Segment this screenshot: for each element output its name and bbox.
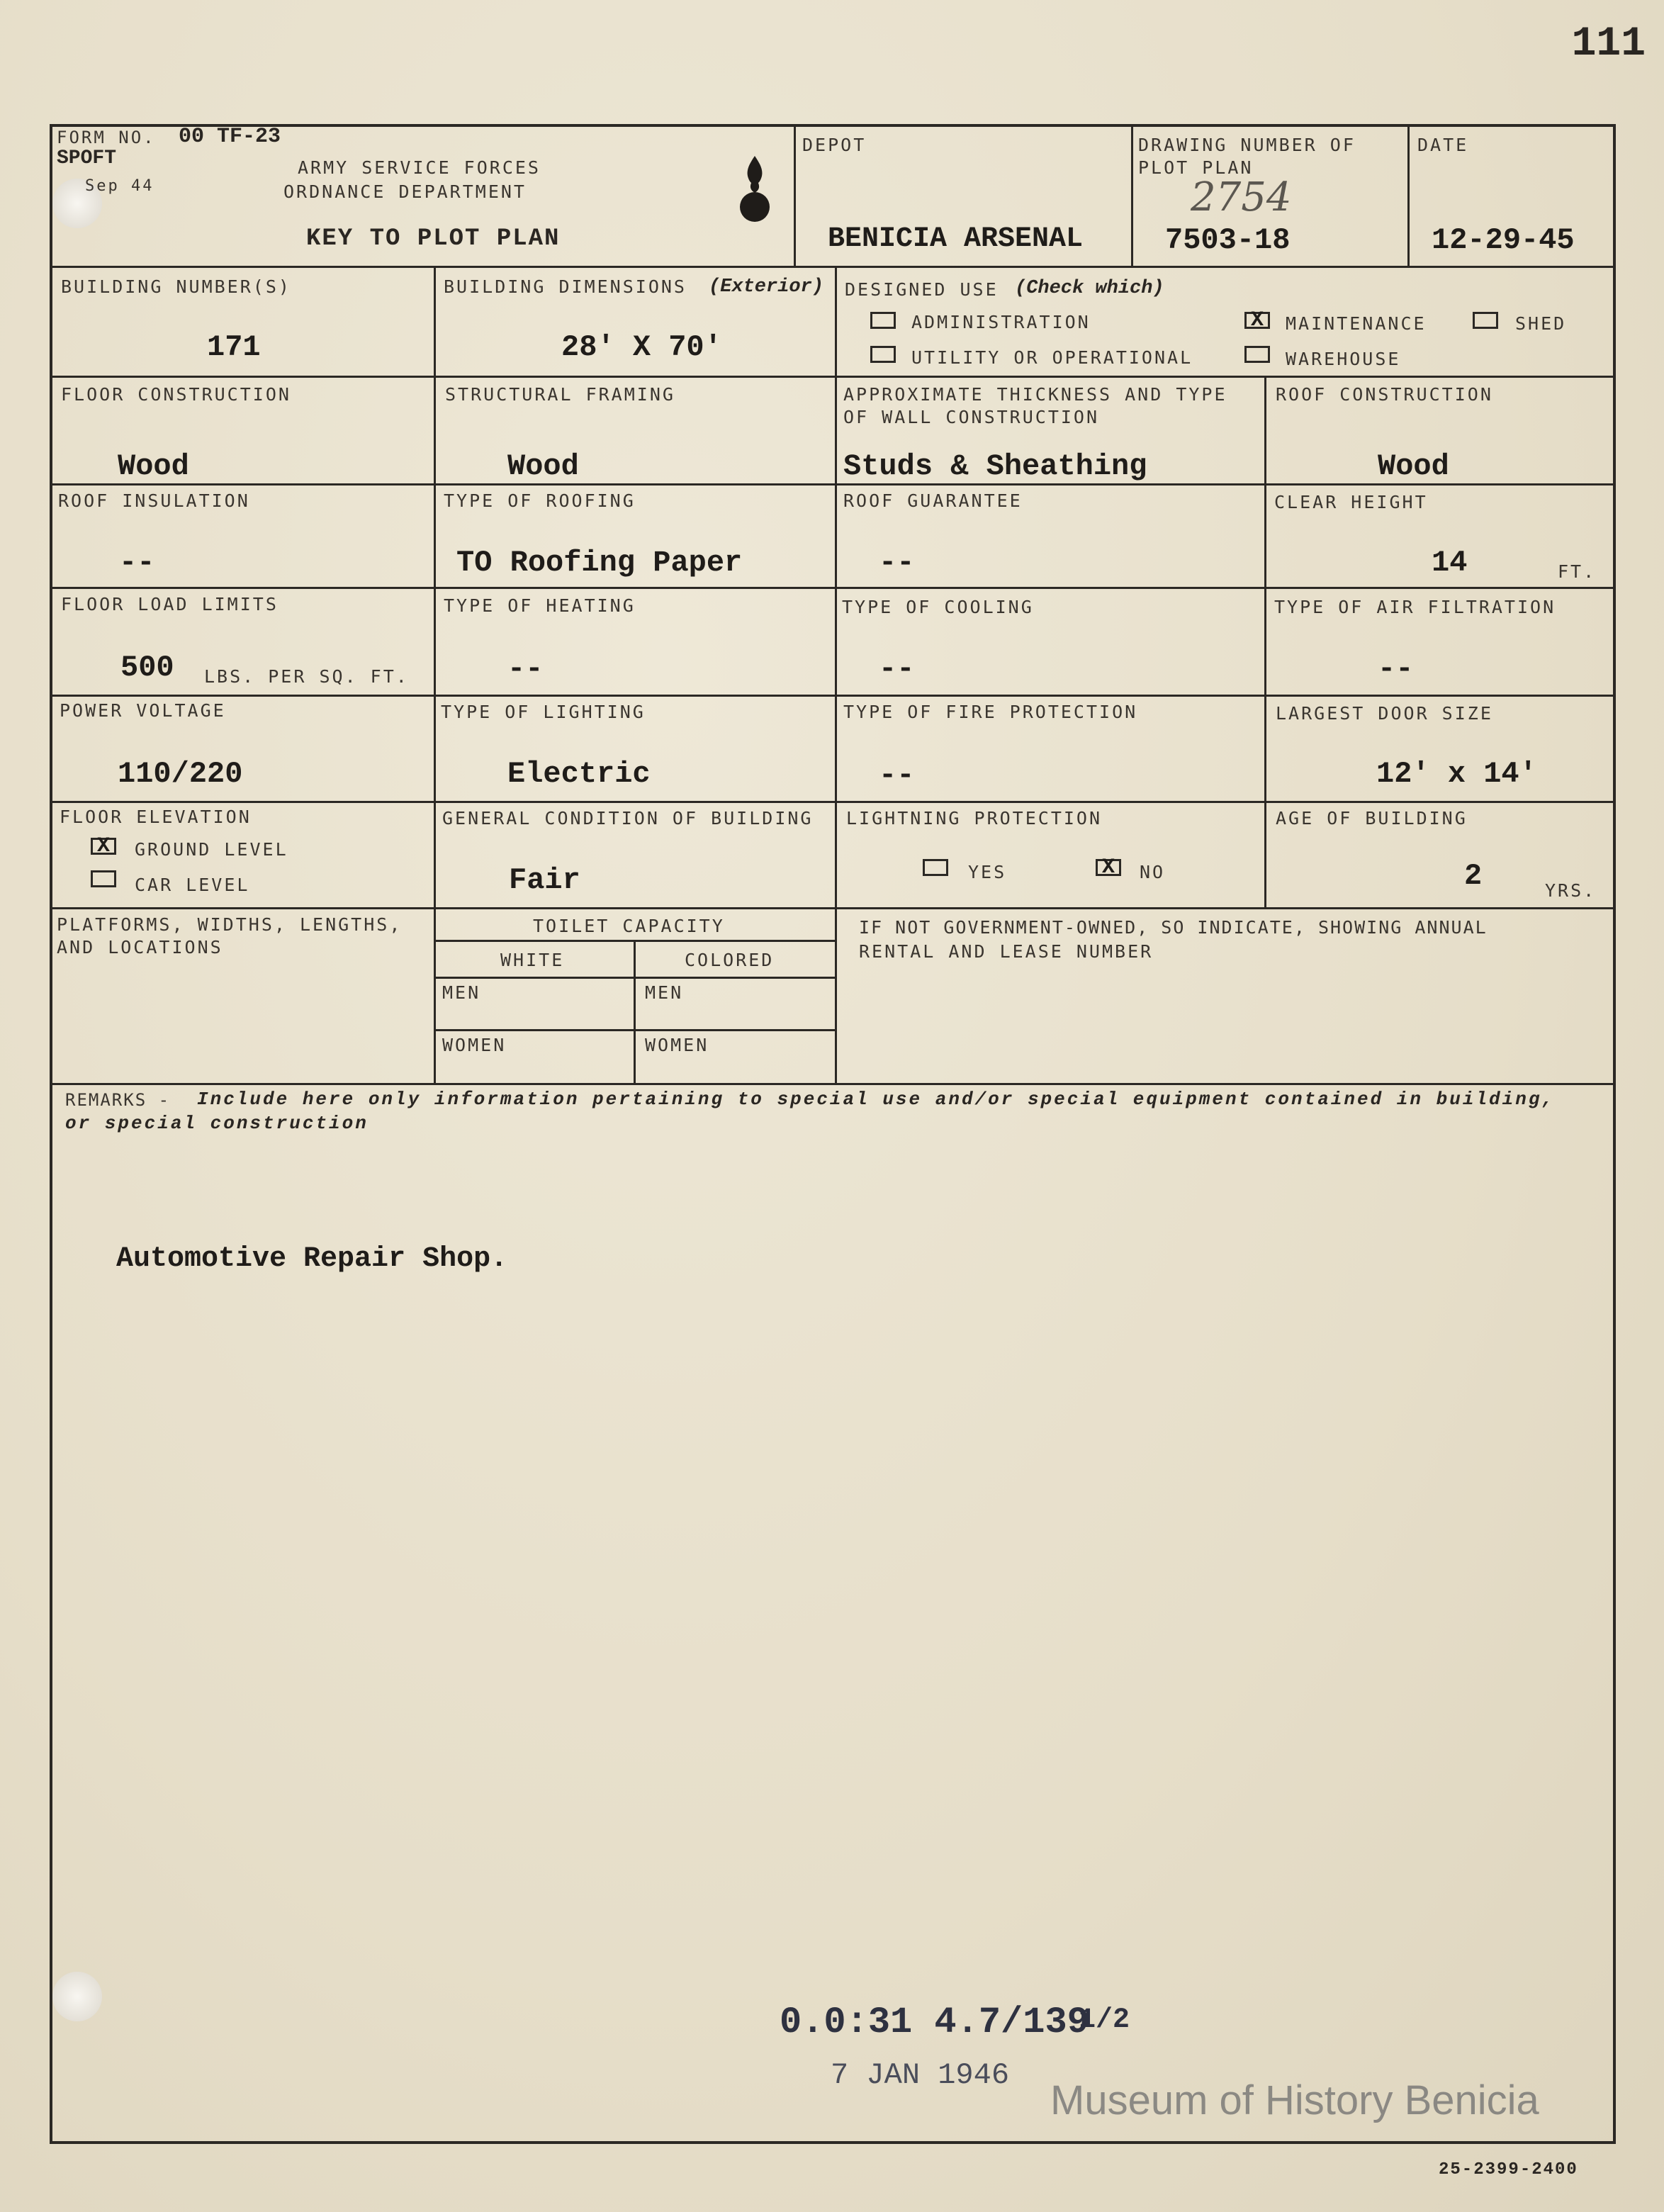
row-divider <box>50 1083 1616 1085</box>
org-line-1: ARMY SERVICE FORCES <box>298 157 541 178</box>
roof-construction-label: ROOF CONSTRUCTION <box>1276 384 1493 405</box>
clear-height-label: CLEAR HEIGHT <box>1274 492 1428 512</box>
date-stamp: 7 JAN 1946 <box>831 2058 1010 2092</box>
col-divider <box>1264 376 1266 907</box>
utility-checkbox[interactable] <box>870 346 896 363</box>
col-divider <box>1407 124 1410 266</box>
type-of-heating-label: TYPE OF HEATING <box>444 595 636 616</box>
general-condition-label: GENERAL CONDITION OF BUILDING <box>442 808 814 829</box>
floor-construction-label: FLOOR CONSTRUCTION <box>61 384 291 405</box>
type-of-air-filtration-label: TYPE OF AIR FILTRATION <box>1274 597 1556 617</box>
building-dimensions-value: 28' X 70' <box>561 330 722 364</box>
platforms-label-line1: PLATFORMS, WIDTHS, LENGTHS, <box>57 914 403 935</box>
administration-label: ADMINISTRATION <box>911 312 1091 332</box>
type-of-cooling-label: TYPE OF COOLING <box>842 597 1034 617</box>
remarks-instruction-line2: or special construction <box>65 1113 369 1134</box>
building-number-value: 171 <box>207 330 261 364</box>
row-divider <box>50 695 1616 697</box>
warehouse-checkbox[interactable] <box>1244 346 1270 363</box>
depot-label: DEPOT <box>802 135 867 155</box>
col-divider <box>434 266 436 1083</box>
type-of-roofing-label: TYPE OF ROOFING <box>444 490 636 511</box>
row-divider <box>50 907 1616 909</box>
toilet-colored-label: COLORED <box>685 950 775 970</box>
roof-insulation-label: ROOF INSULATION <box>58 490 250 511</box>
row-divider <box>50 801 1616 803</box>
age-of-building-label: AGE OF BUILDING <box>1276 808 1468 829</box>
designed-use-label: DESIGNED USE <box>845 279 999 300</box>
row-divider <box>50 587 1616 589</box>
page-number: 111 <box>1571 21 1646 67</box>
drawing-number-value: 7503-18 <box>1165 223 1291 257</box>
roof-guarantee-value: -- <box>879 546 915 580</box>
remarks-label: REMARKS - <box>65 1090 171 1110</box>
drawing-number-handwritten: 2754 <box>1191 174 1292 220</box>
utility-label: UTILITY OR OPERATIONAL <box>911 347 1193 368</box>
largest-door-size-value: 12' x 14' <box>1376 757 1537 791</box>
age-of-building-value: 2 <box>1464 859 1483 893</box>
administration-checkbox[interactable] <box>870 312 896 329</box>
structural-framing-label: STRUCTURAL FRAMING <box>445 384 675 405</box>
lightning-protection-label: LIGHTNING PROTECTION <box>846 808 1103 829</box>
toilet-capacity-label: TOILET CAPACITY <box>533 916 725 936</box>
floor-load-value: 500 <box>120 651 174 685</box>
row-divider <box>50 483 1616 485</box>
power-voltage-label: POWER VOLTAGE <box>60 700 226 721</box>
platforms-label-line2: AND LOCATIONS <box>57 937 223 958</box>
ground-level-label: GROUND LEVEL <box>135 839 288 860</box>
building-number-label: BUILDING NUMBER(S) <box>61 276 291 297</box>
wall-construction-value: Studs & Sheathing <box>843 449 1147 483</box>
shed-label: SHED <box>1515 313 1567 334</box>
lightning-yes-checkbox[interactable] <box>923 859 948 876</box>
colored-women-label: WOMEN <box>645 1035 709 1055</box>
roof-construction-value: Wood <box>1378 449 1449 483</box>
type-of-heating-value: -- <box>507 652 544 686</box>
clear-height-value: 14 <box>1432 546 1468 580</box>
accession-stamp: 0.0:31 4.7/139 <box>780 2002 1089 2043</box>
clear-height-unit: FT. <box>1558 561 1597 582</box>
largest-door-size-label: LARGEST DOOR SIZE <box>1276 703 1493 724</box>
building-dimensions-label: BUILDING DIMENSIONS <box>444 276 687 297</box>
type-of-fire-protection-label: TYPE OF FIRE PROTECTION <box>843 702 1138 722</box>
warehouse-label: WAREHOUSE <box>1286 349 1401 369</box>
type-of-lighting-label: TYPE OF LIGHTING <box>441 702 646 722</box>
structural-framing-value: Wood <box>507 449 579 483</box>
roof-insulation-value: -- <box>119 546 155 580</box>
form-frame <box>50 124 1616 2144</box>
form-no-value: 00 TF-23 <box>179 125 281 149</box>
floor-elevation-label: FLOOR ELEVATION <box>60 807 252 827</box>
building-dimensions-note: (Exterior) <box>709 276 824 298</box>
date-value: 12-29-45 <box>1432 223 1575 257</box>
row-divider <box>50 266 1616 268</box>
lightning-yes-label: YES <box>968 862 1007 882</box>
toilet-white-label: WHITE <box>500 950 565 970</box>
age-of-building-unit: YRS. <box>1545 880 1597 901</box>
rental-label-line1: IF NOT GOVERNMENT-OWNED, SO INDICATE, SHOWING ANNUAL <box>859 917 1488 938</box>
rental-label-line2: RENTAL AND LEASE NUMBER <box>859 941 1154 962</box>
form-no-label: FORM NO. <box>57 128 156 147</box>
type-of-roofing-value: TO Roofing Paper <box>456 546 743 580</box>
wall-construction-label-line1: APPROXIMATE THICKNESS AND TYPE <box>843 384 1227 405</box>
drawing-number-label-line2: PLOT PLAN <box>1138 157 1254 178</box>
remarks-instruction-line1: Include here only information pertaining to special use and/or special equipment contained in building, <box>197 1089 1556 1110</box>
designed-use-note: (Check which) <box>1015 278 1164 299</box>
ground-level-checkbox[interactable] <box>91 838 116 855</box>
car-level-label: CAR LEVEL <box>135 875 250 895</box>
general-condition-value: Fair <box>509 863 580 897</box>
lightning-no-label: NO <box>1140 862 1166 882</box>
shed-checkbox[interactable] <box>1473 312 1498 329</box>
type-of-air-filtration-value: -- <box>1378 652 1414 686</box>
car-level-checkbox[interactable] <box>91 870 116 887</box>
date-label: DATE <box>1417 135 1469 155</box>
museum-watermark: Museum of History Benicia <box>1050 2077 1539 2123</box>
row-divider <box>50 376 1616 378</box>
white-men-label: MEN <box>442 982 481 1003</box>
form-date: Sep 44 <box>85 177 154 195</box>
depot-value: BENICIA ARSENAL <box>828 223 1084 255</box>
col-divider <box>1131 124 1133 266</box>
col-divider <box>794 124 796 266</box>
lightning-no-checkbox[interactable] <box>1096 859 1121 876</box>
col-divider <box>634 940 636 1083</box>
remarks-text: Automotive Repair Shop. <box>116 1243 508 1275</box>
type-of-fire-protection-value: -- <box>879 758 915 792</box>
col-divider <box>835 266 837 1083</box>
ordnance-bomb-icon <box>733 149 776 227</box>
type-of-lighting-value: Electric <box>507 757 651 791</box>
drawing-number-label-line1: DRAWING NUMBER OF <box>1138 135 1356 155</box>
form-code: 25-2399-2400 <box>1439 2160 1578 2179</box>
form-title: KEY TO PLOT PLAN <box>306 225 561 252</box>
power-voltage-value: 110/220 <box>118 757 243 791</box>
wall-construction-label-line2: OF WALL CONSTRUCTION <box>843 407 1100 427</box>
accession-fraction: 1/2 <box>1079 2004 1130 2036</box>
maintenance-label: MAINTENANCE <box>1286 313 1427 334</box>
colored-men-label: MEN <box>645 982 684 1003</box>
org-line-2: ORDNANCE DEPARTMENT <box>283 181 527 202</box>
white-women-label: WOMEN <box>442 1035 507 1055</box>
floor-construction-value: Wood <box>118 449 189 483</box>
roof-guarantee-label: ROOF GUARANTEE <box>843 490 1023 511</box>
form-agency: SPOFT <box>57 147 117 169</box>
floor-load-label: FLOOR LOAD LIMITS <box>61 594 279 614</box>
maintenance-checkbox[interactable] <box>1244 312 1270 329</box>
type-of-cooling-value: -- <box>879 652 915 686</box>
floor-load-unit: LBS. PER SQ. FT. <box>204 666 409 687</box>
